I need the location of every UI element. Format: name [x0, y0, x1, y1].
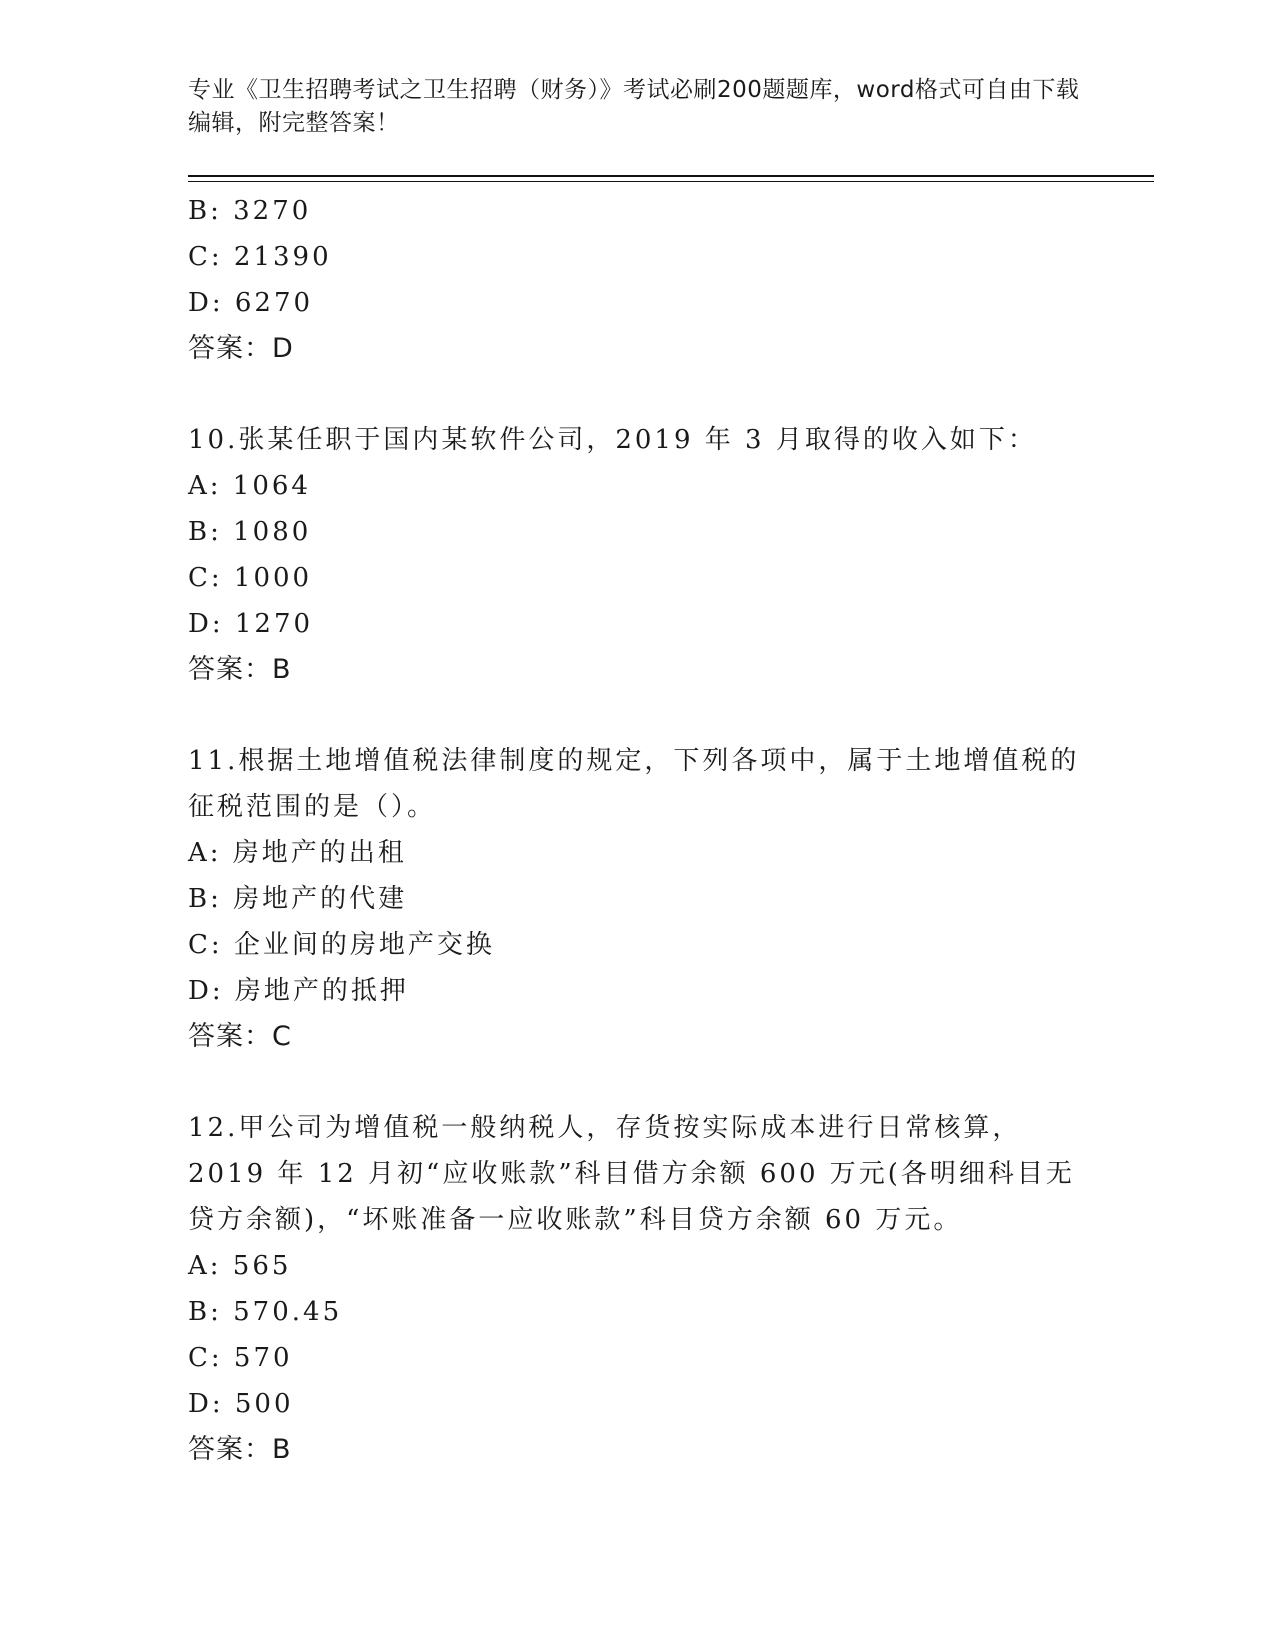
answer-line: 答案：B: [188, 654, 292, 685]
option-b: B: 570.45: [188, 1297, 343, 1327]
question-12: [188, 1105, 1088, 1473]
question-spacer: [188, 372, 1088, 417]
question-9-partial: [188, 188, 1088, 372]
option-a: A: 565: [188, 1251, 292, 1281]
document-header: [188, 74, 1088, 140]
option-c: C: 21390: [188, 242, 332, 272]
option-c: C: 570: [188, 1343, 293, 1373]
question-text: 12.甲公司为增值税一般纳税人，存货按实际成本进行日常核算，2019 年 12 月初“应收账款”科目借方余额 600 万元(各明细科目无贷方余额)，“坏账准备一应收账款”科目贷方余额 60 万元。: [188, 1113, 1075, 1235]
answer-line: 答案：C: [188, 1021, 292, 1052]
header-rule-thin: [188, 181, 1154, 182]
option-b: B: 1080: [188, 517, 312, 547]
answer-line: 答案：D: [188, 333, 294, 364]
option-c: C: 1000: [188, 563, 313, 593]
document-title: 专业《卫生招聘考试之卫生招聘（财务）》考试必刷200题题库，word格式可自由下载编辑，附完整答案！: [188, 77, 1080, 136]
question-spacer: [188, 693, 1088, 738]
question-10: [188, 417, 1088, 693]
option-d: D: 500: [188, 1389, 294, 1419]
option-a: A: 房地产的出租: [188, 838, 407, 868]
question-11: [188, 738, 1088, 1060]
option-c: C: 企业间的房地产交换: [188, 930, 495, 960]
option-d: D: 房地产的抵押: [188, 976, 409, 1006]
question-list: [188, 188, 1088, 1473]
option-b: B: 房地产的代建: [188, 884, 408, 914]
question-spacer: [188, 1060, 1088, 1105]
option-a: A: 1064: [188, 471, 311, 501]
question-text: 11.根据土地增值税法律制度的规定，下列各项中，属于土地增值税的征税范围的是（）。: [188, 746, 1080, 822]
answer-line: 答案：B: [188, 1434, 292, 1465]
question-text: 10.张某任职于国内某软件公司，2019 年 3 月取得的收入如下：: [188, 425, 1037, 455]
option-b: B: 3270: [188, 196, 312, 226]
option-d: D: 1270: [188, 609, 314, 639]
header-rule-thick: [188, 175, 1154, 177]
option-d: D: 6270: [188, 288, 314, 318]
